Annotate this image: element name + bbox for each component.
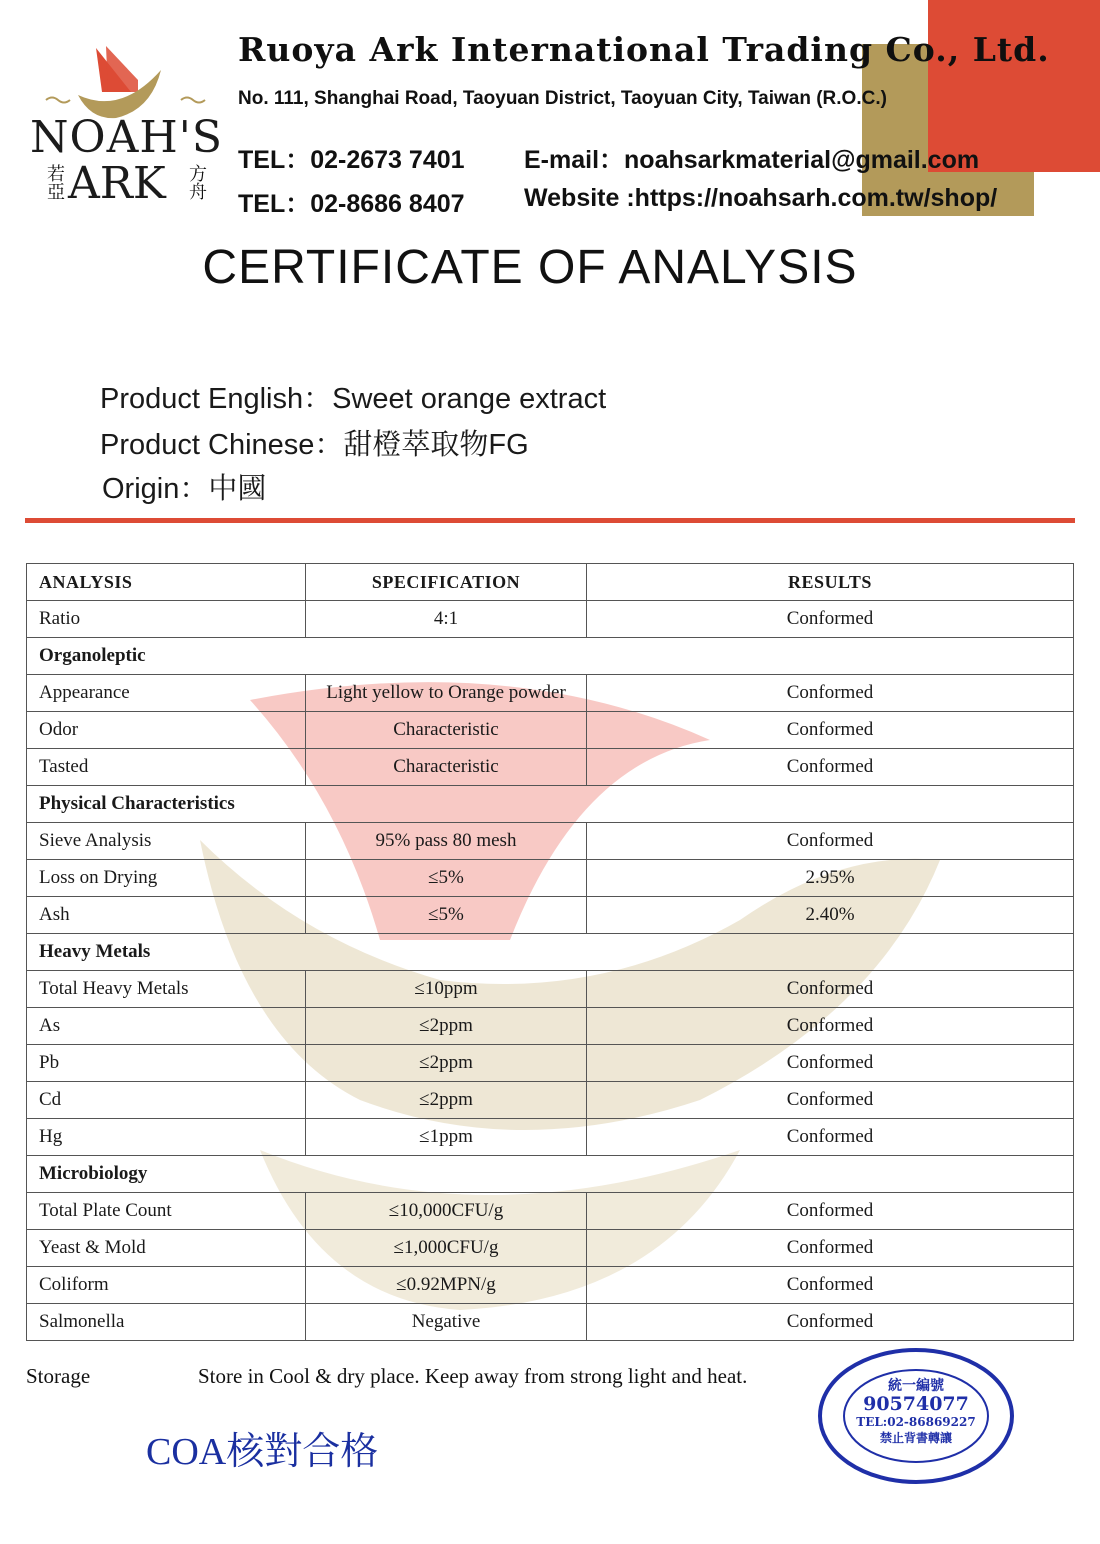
analysis-cell: Ratio — [27, 601, 306, 638]
table-row — [27, 1119, 1074, 1156]
company-address: No. 111, Shanghai Road, Taoyuan District, Taoyuan City, Taiwan (R.O.C.) — [238, 88, 887, 109]
logo-chinese-left: 若亞 — [44, 164, 65, 200]
specification-cell: Light yellow to Orange powder — [306, 675, 587, 712]
table-section-row — [27, 1156, 1074, 1193]
result-cell: Conformed — [587, 1304, 1074, 1341]
analysis-cell: Appearance — [27, 675, 306, 712]
analysis-cell: Tasted — [27, 749, 306, 786]
table-row — [27, 897, 1074, 934]
specification-cell: ≤2ppm — [306, 1008, 587, 1045]
specification-cell: Negative — [306, 1304, 587, 1341]
column-header-analysis: ANALYSIS — [27, 564, 306, 601]
result-cell: Conformed — [587, 1045, 1074, 1082]
table-row — [27, 1008, 1074, 1045]
storage-instructions: Store in Cool & dry place. Keep away from strong light and heat. — [198, 1364, 748, 1388]
origin: Origin：中國 — [102, 473, 267, 505]
website: Website :https://noahsarh.com.tw/shop/ — [524, 184, 998, 212]
specification-cell: ≤5% — [306, 897, 587, 934]
result-cell: Conformed — [587, 749, 1074, 786]
result-cell: Conformed — [587, 1119, 1074, 1156]
table-row — [27, 1304, 1074, 1341]
specification-cell: ≤10ppm — [306, 971, 587, 1008]
result-cell: Conformed — [587, 823, 1074, 860]
analysis-cell: Hg — [27, 1119, 306, 1156]
table-header-row — [27, 564, 1074, 601]
specification-cell: Characteristic — [306, 749, 587, 786]
section-label: Microbiology — [27, 1156, 1074, 1193]
table-row — [27, 749, 1074, 786]
table-row — [27, 971, 1074, 1008]
column-header-results: RESULTS — [587, 564, 1074, 601]
company-seal-stamp — [816, 1346, 1016, 1486]
table-row — [27, 1230, 1074, 1267]
product-chinese: Product Chinese：甜橙萃取物FG — [100, 429, 529, 461]
table-row — [27, 860, 1074, 897]
analysis-cell: Loss on Drying — [27, 860, 306, 897]
storage-label: Storage — [26, 1364, 91, 1388]
divider-rule — [25, 518, 1075, 523]
analysis-cell: Cd — [27, 1082, 306, 1119]
table-section-row — [27, 786, 1074, 823]
result-cell: Conformed — [587, 1193, 1074, 1230]
analysis-cell: Coliform — [27, 1267, 306, 1304]
logo-wordmark-bottom: ARK — [68, 158, 166, 209]
analysis-cell: As — [27, 1008, 306, 1045]
result-cell: Conformed — [587, 1008, 1074, 1045]
analysis-cell: Total Plate Count — [27, 1193, 306, 1230]
table-section-row — [27, 934, 1074, 971]
specification-cell: 95% pass 80 mesh — [306, 823, 587, 860]
analysis-cell: Sieve Analysis — [27, 823, 306, 860]
result-cell: 2.95% — [587, 860, 1074, 897]
table-row — [27, 1267, 1074, 1304]
result-cell: Conformed — [587, 712, 1074, 749]
seal-line-3: TEL:02-86869227 — [856, 1415, 976, 1429]
result-cell: Conformed — [587, 1230, 1074, 1267]
analysis-table — [26, 563, 1074, 1341]
result-cell: Conformed — [587, 1267, 1074, 1304]
specification-cell: ≤10,000CFU/g — [306, 1193, 587, 1230]
specification-cell: 4:1 — [306, 601, 587, 638]
table-row — [27, 1082, 1074, 1119]
specification-cell: ≤5% — [306, 860, 587, 897]
table-row — [27, 823, 1074, 860]
specification-cell: ≤2ppm — [306, 1082, 587, 1119]
phone-2: TEL：02-8686 8407 — [238, 190, 465, 218]
coa-verified-note: COA核對合格 — [146, 1431, 379, 1473]
product-english: Product English：Sweet orange extract — [100, 383, 607, 415]
table-row — [27, 712, 1074, 749]
section-label: Heavy Metals — [27, 934, 1074, 971]
logo-chinese-right: 方舟 — [186, 164, 207, 200]
specification-cell: ≤1ppm — [306, 1119, 587, 1156]
section-label: Organoleptic — [27, 638, 1074, 675]
result-cell: 2.40% — [587, 897, 1074, 934]
document-title: CERTIFICATE OF ANALYSIS — [202, 241, 858, 294]
analysis-cell: Total Heavy Metals — [27, 971, 306, 1008]
company-name: Ruoya Ark International Trading Co., Ltd. — [238, 30, 1050, 69]
table-row — [27, 1193, 1074, 1230]
phone-1: TEL：02-2673 7401 — [238, 146, 465, 174]
result-cell: Conformed — [587, 1082, 1074, 1119]
specification-cell: ≤0.92MPN/g — [306, 1267, 587, 1304]
result-cell: Conformed — [587, 971, 1074, 1008]
specification-cell: Characteristic — [306, 712, 587, 749]
table-section-row — [27, 638, 1074, 675]
table-row — [27, 601, 1074, 638]
table-row — [27, 1045, 1074, 1082]
specification-cell: ≤1,000CFU/g — [306, 1230, 587, 1267]
email: E-mail：noahsarkmaterial@gmail.com — [524, 146, 980, 174]
specification-cell: ≤2ppm — [306, 1045, 587, 1082]
analysis-cell: Odor — [27, 712, 306, 749]
seal-line-1: 統一編號 — [888, 1378, 944, 1394]
column-header-specification: SPECIFICATION — [306, 564, 587, 601]
result-cell: Conformed — [587, 675, 1074, 712]
analysis-cell: Salmonella — [27, 1304, 306, 1341]
analysis-cell: Ash — [27, 897, 306, 934]
section-label: Physical Characteristics — [27, 786, 1074, 823]
analysis-cell: Pb — [27, 1045, 306, 1082]
seal-line-4: 禁止背書轉讓 — [879, 1431, 953, 1445]
result-cell: Conformed — [587, 601, 1074, 638]
logo-wordmark-top: NOAH'S — [30, 112, 223, 163]
table-row — [27, 675, 1074, 712]
seal-line-2: 90574077 — [863, 1393, 969, 1415]
analysis-cell: Yeast & Mold — [27, 1230, 306, 1267]
